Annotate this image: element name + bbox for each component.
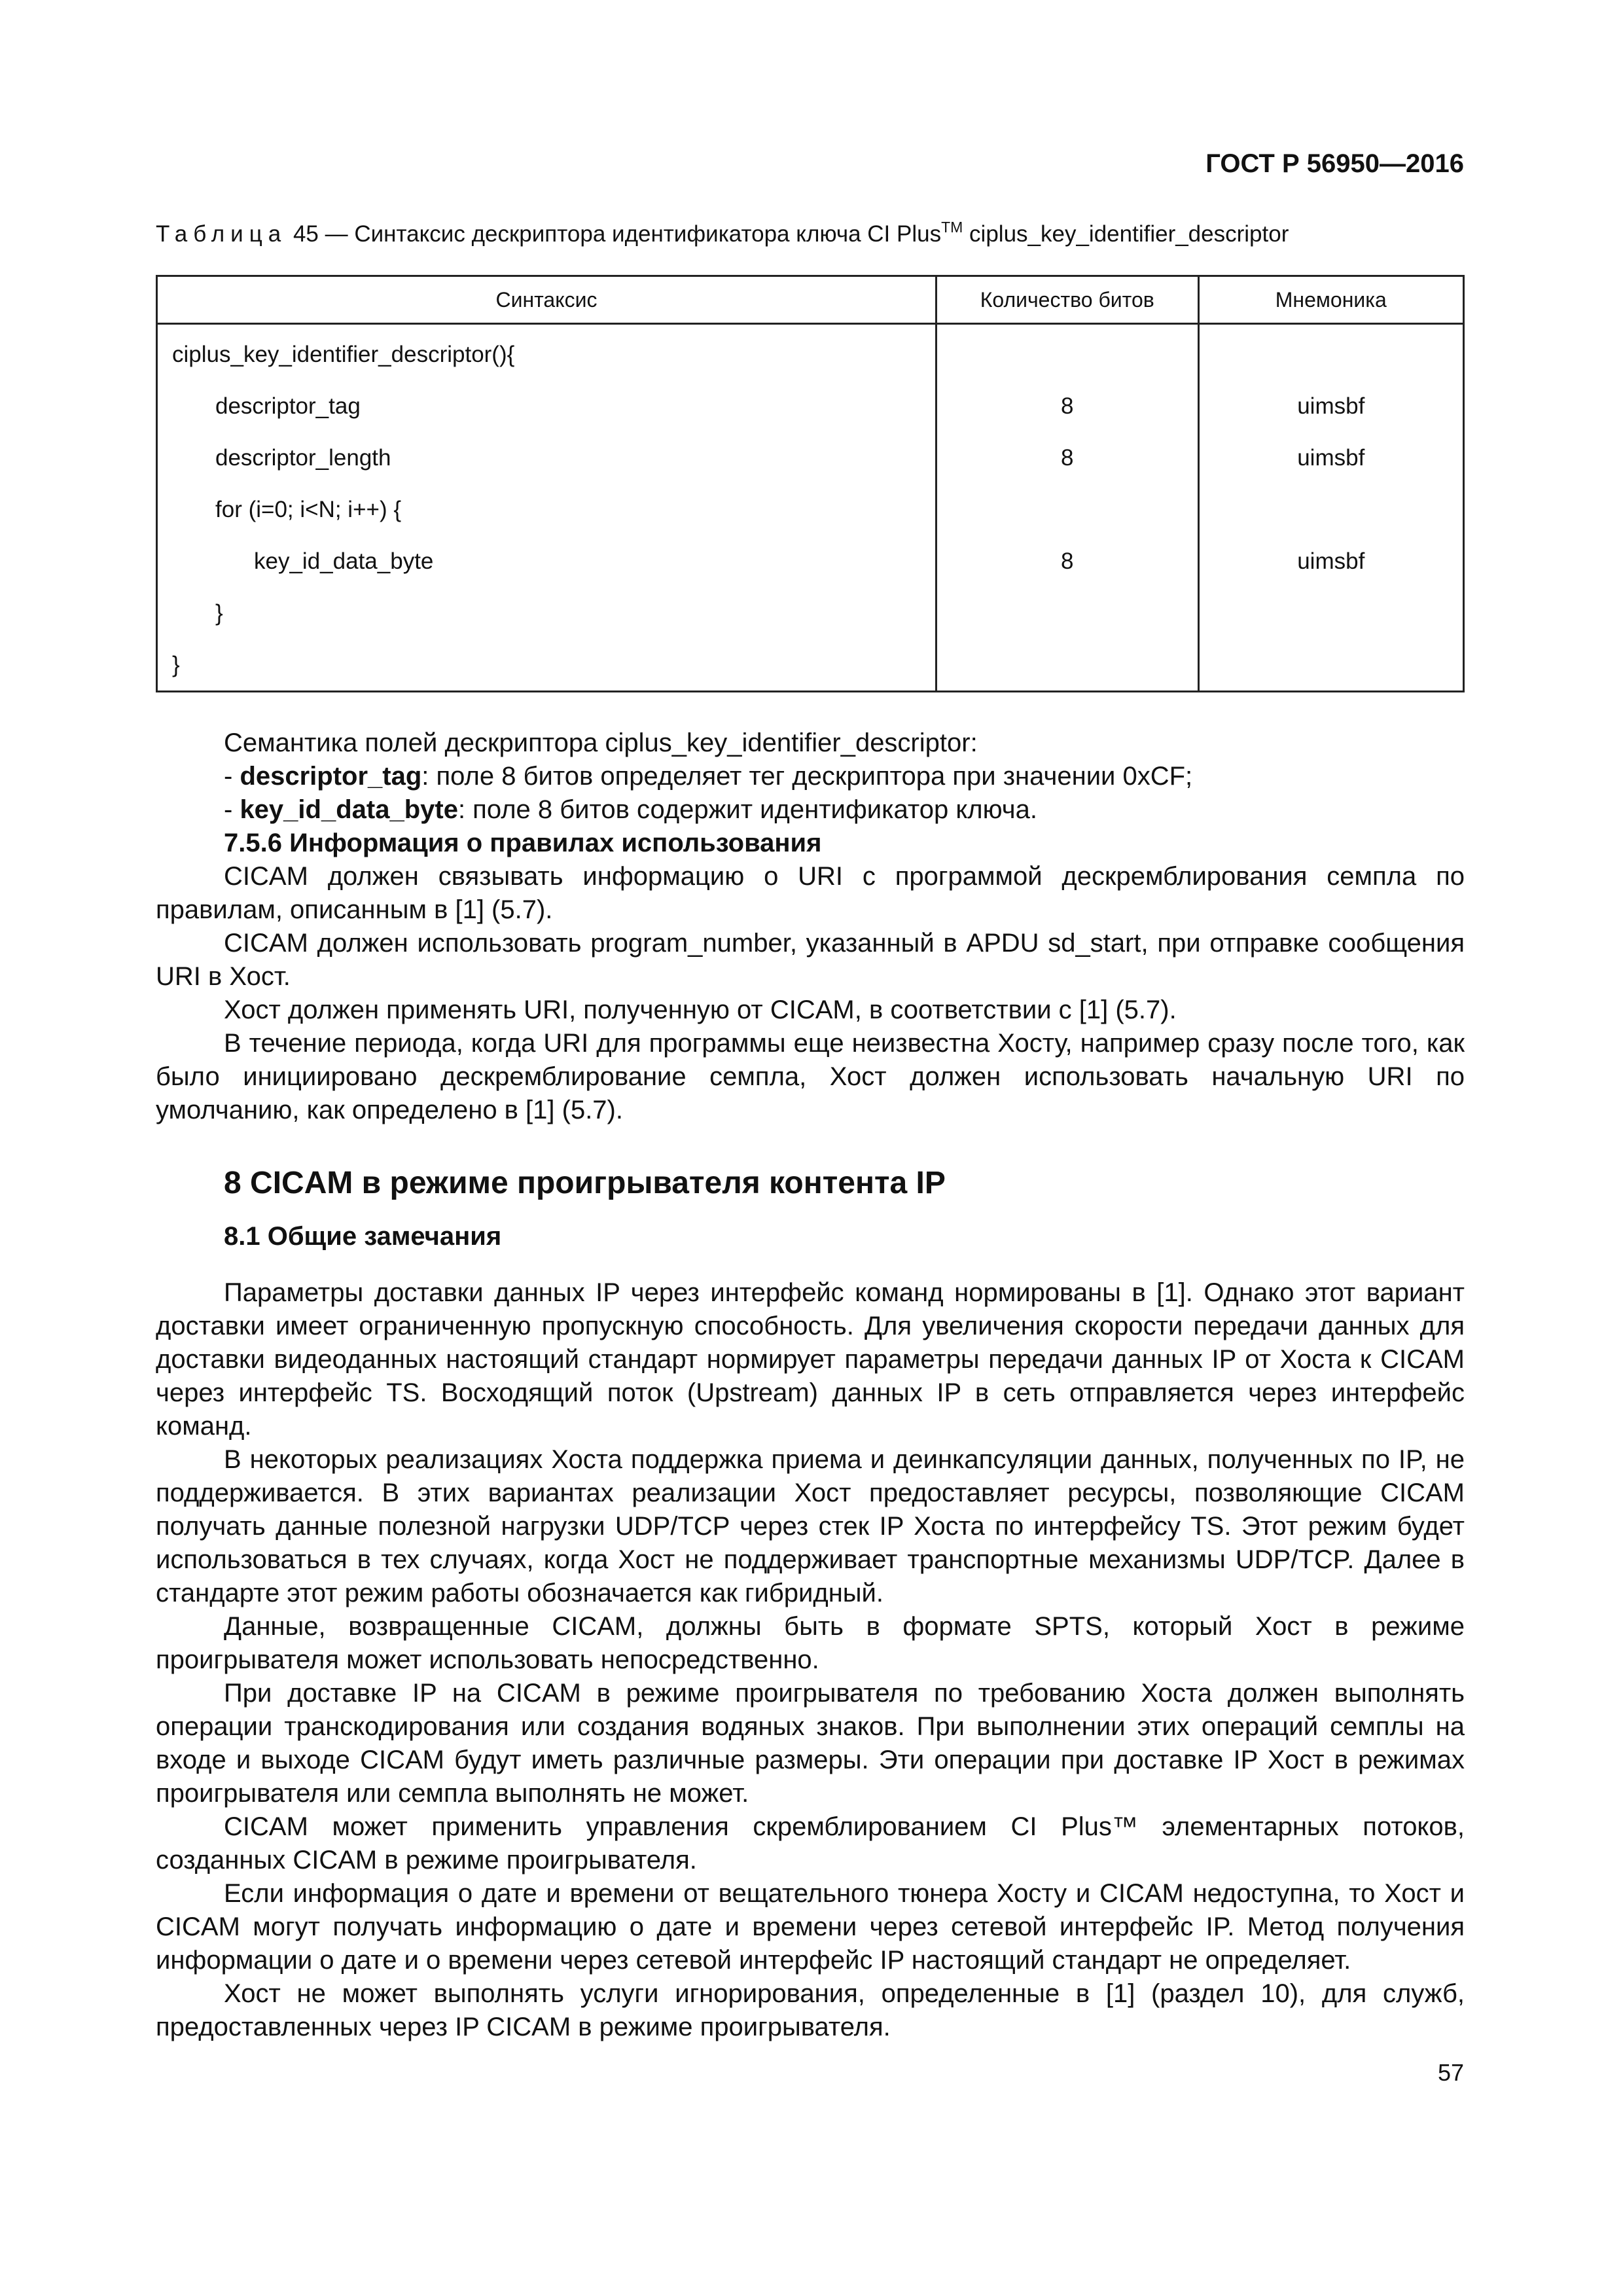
section-body [156, 1276, 1465, 2044]
syntax-table [156, 275, 1465, 692]
syntax-cell: descriptor_tag [157, 380, 936, 432]
paragraph: Хост не может выполнять услуги игнорирования, определенные в [1] (раздел 10), для служб, предоставленных через IP CICAM в режиме проигрывателя. [156, 1979, 1465, 2041]
table-caption-text: 45 — Синтаксис дескриптора идентификатора ключа CI Plus [293, 221, 942, 247]
semantics-intro: Семантика полей дескриптора ciplus_key_identifier_descriptor: [224, 728, 978, 757]
semantics-item [156, 793, 1465, 827]
paragraph: CICAM должен связывать информацию о URI с программой дескремблирования семпла по правилам, описанным в [1] (5.7). [156, 862, 1465, 924]
subsection-heading: 8.1 Общие замечания [224, 1222, 502, 1251]
paragraph: Данные, возвращенные CICAM, должны быть в формате SPTS, который Хост в режиме проигрывателя может использовать непосредственно. [156, 1612, 1465, 1674]
bits-cell: 8 [936, 535, 1198, 587]
mnemonic-cell [1198, 324, 1464, 381]
bits-cell [936, 324, 1198, 381]
column-header-mnemonic: Мнемоника [1198, 276, 1464, 324]
mnemonic-cell [1198, 639, 1464, 692]
table-row [157, 587, 1464, 639]
trademark-superscript: TM [941, 219, 963, 236]
paragraph: В течение периода, когда URI для программы еще неизвестна Хосту, например сразу после того, как было инициировано дескремблирование семпла, Хост должен использовать начальную URI по умолчанию, как определено в [1] (5.7). [156, 1029, 1465, 1124]
semantics-block [156, 726, 1465, 1127]
paragraph: Хост должен применять URI, полученную от CICAM, в соответствии с [1] (5.7). [224, 996, 1177, 1024]
mnemonic-cell [1198, 484, 1464, 535]
syntax-cell: ciplus_key_identifier_descriptor(){ [157, 324, 936, 381]
table-row [157, 324, 1464, 381]
table-caption [156, 221, 1289, 247]
section-title: 8 CICAM в режиме проигрывателя контента IP [224, 1166, 946, 1200]
bits-cell: 8 [936, 432, 1198, 484]
table-header-row [157, 276, 1464, 324]
table-caption-label: Таблица [156, 221, 287, 247]
paragraph: При доставке IP на CICAM в режиме проигрывателя по требованию Хоста должен выполнять операции транскодирования или создания водяных знаков. При выполнении этих операций семплы на входе и выходе CICAM будут иметь различные размеры. Эти операции при доставке IP Хост в режимах проигрывателя или семпла выполнять не может. [156, 1679, 1465, 1808]
column-header-bits: Количество битов [936, 276, 1198, 324]
mnemonic-cell: uimsbf [1198, 432, 1464, 484]
bits-cell [936, 639, 1198, 692]
paragraph: CICAM может применить управления скремблированием CI Plus™ элементарных потоков, созданных CICAM в режиме проигрывателя. [156, 1812, 1465, 1874]
syntax-cell: descriptor_length [157, 432, 936, 484]
field-description: : поле 8 битов содержит идентификатор ключа. [457, 795, 1037, 824]
paragraph: Если информация о дате и времени от вещательного тюнера Хосту и CICAM недоступна, то Хост и CICAM могут получать информацию о дате и времени через сетевой интерфейс IP. Метод получения информации о дате и о времени через сетевой интерфейс IP настоящий стандарт не определяет. [156, 1879, 1465, 1975]
table-row [157, 484, 1464, 535]
table-row [157, 535, 1464, 587]
bits-cell [936, 484, 1198, 535]
syntax-cell: } [157, 587, 936, 639]
list-dash: - [224, 762, 240, 791]
syntax-cell: for (i=0; i<N; i++) { [157, 484, 936, 535]
paragraph: CICAM должен использовать program_number, указанный в APDU sd_start, при отправке сообщения URI в Хост. [156, 929, 1465, 991]
bits-cell: 8 [936, 380, 1198, 432]
field-description: : поле 8 битов определяет тег дескриптора при значении 0xCF; [421, 762, 1193, 791]
page-number: 57 [1437, 2059, 1464, 2086]
table-row [157, 380, 1464, 432]
table-row [157, 639, 1464, 692]
mnemonic-cell [1198, 587, 1464, 639]
mnemonic-cell: uimsbf [1198, 380, 1464, 432]
field-term: key_id_data_byte [240, 795, 458, 824]
subsection-title [156, 827, 1465, 860]
field-term: descriptor_tag [240, 762, 422, 791]
subsection-title-text: 7.5.6 Информация о правилах использования [224, 829, 822, 857]
syntax-cell: } [157, 639, 936, 692]
table-caption-tail: ciplus_key_identifier_descriptor [969, 221, 1289, 247]
document-id: ГОСТ Р 56950—2016 [1205, 149, 1464, 178]
bits-cell [936, 587, 1198, 639]
column-header-syntax: Синтаксис [157, 276, 936, 324]
table-row [157, 432, 1464, 484]
syntax-cell: key_id_data_byte [157, 535, 936, 587]
list-dash: - [224, 795, 240, 824]
mnemonic-cell: uimsbf [1198, 535, 1464, 587]
paragraph: Параметры доставки данных IP через интерфейс команд нормированы в [1]. Однако этот вариант доставки имеет ограниченную пропускную способность. Для увеличения скорости передачи данных для доставки видеоданных настоящий стандарт нормирует параметры передачи данных IP от Хоста к CICAM через интерфейс TS. Восходящий поток (Upstream) данных IP в сеть отправляется через интерфейс команд. [156, 1278, 1465, 1441]
paragraph: В некоторых реализациях Хоста поддержка приема и деинкапсуляции данных, полученных по IP, не поддерживается. В этих вариантах реализации Хост предоставляет ресурсы, позволяющие CICAM получать данные полезной нагрузки UDP/TCP через стек IP Хоста по интерфейсу TS. Этот режим будет использоваться в тех случаях, когда Хост не поддерживает транспортные механизмы UDP/TCP. Далее в стандарте этот режим работы обозначается как гибридный. [156, 1445, 1465, 1607]
semantics-item [156, 760, 1465, 793]
